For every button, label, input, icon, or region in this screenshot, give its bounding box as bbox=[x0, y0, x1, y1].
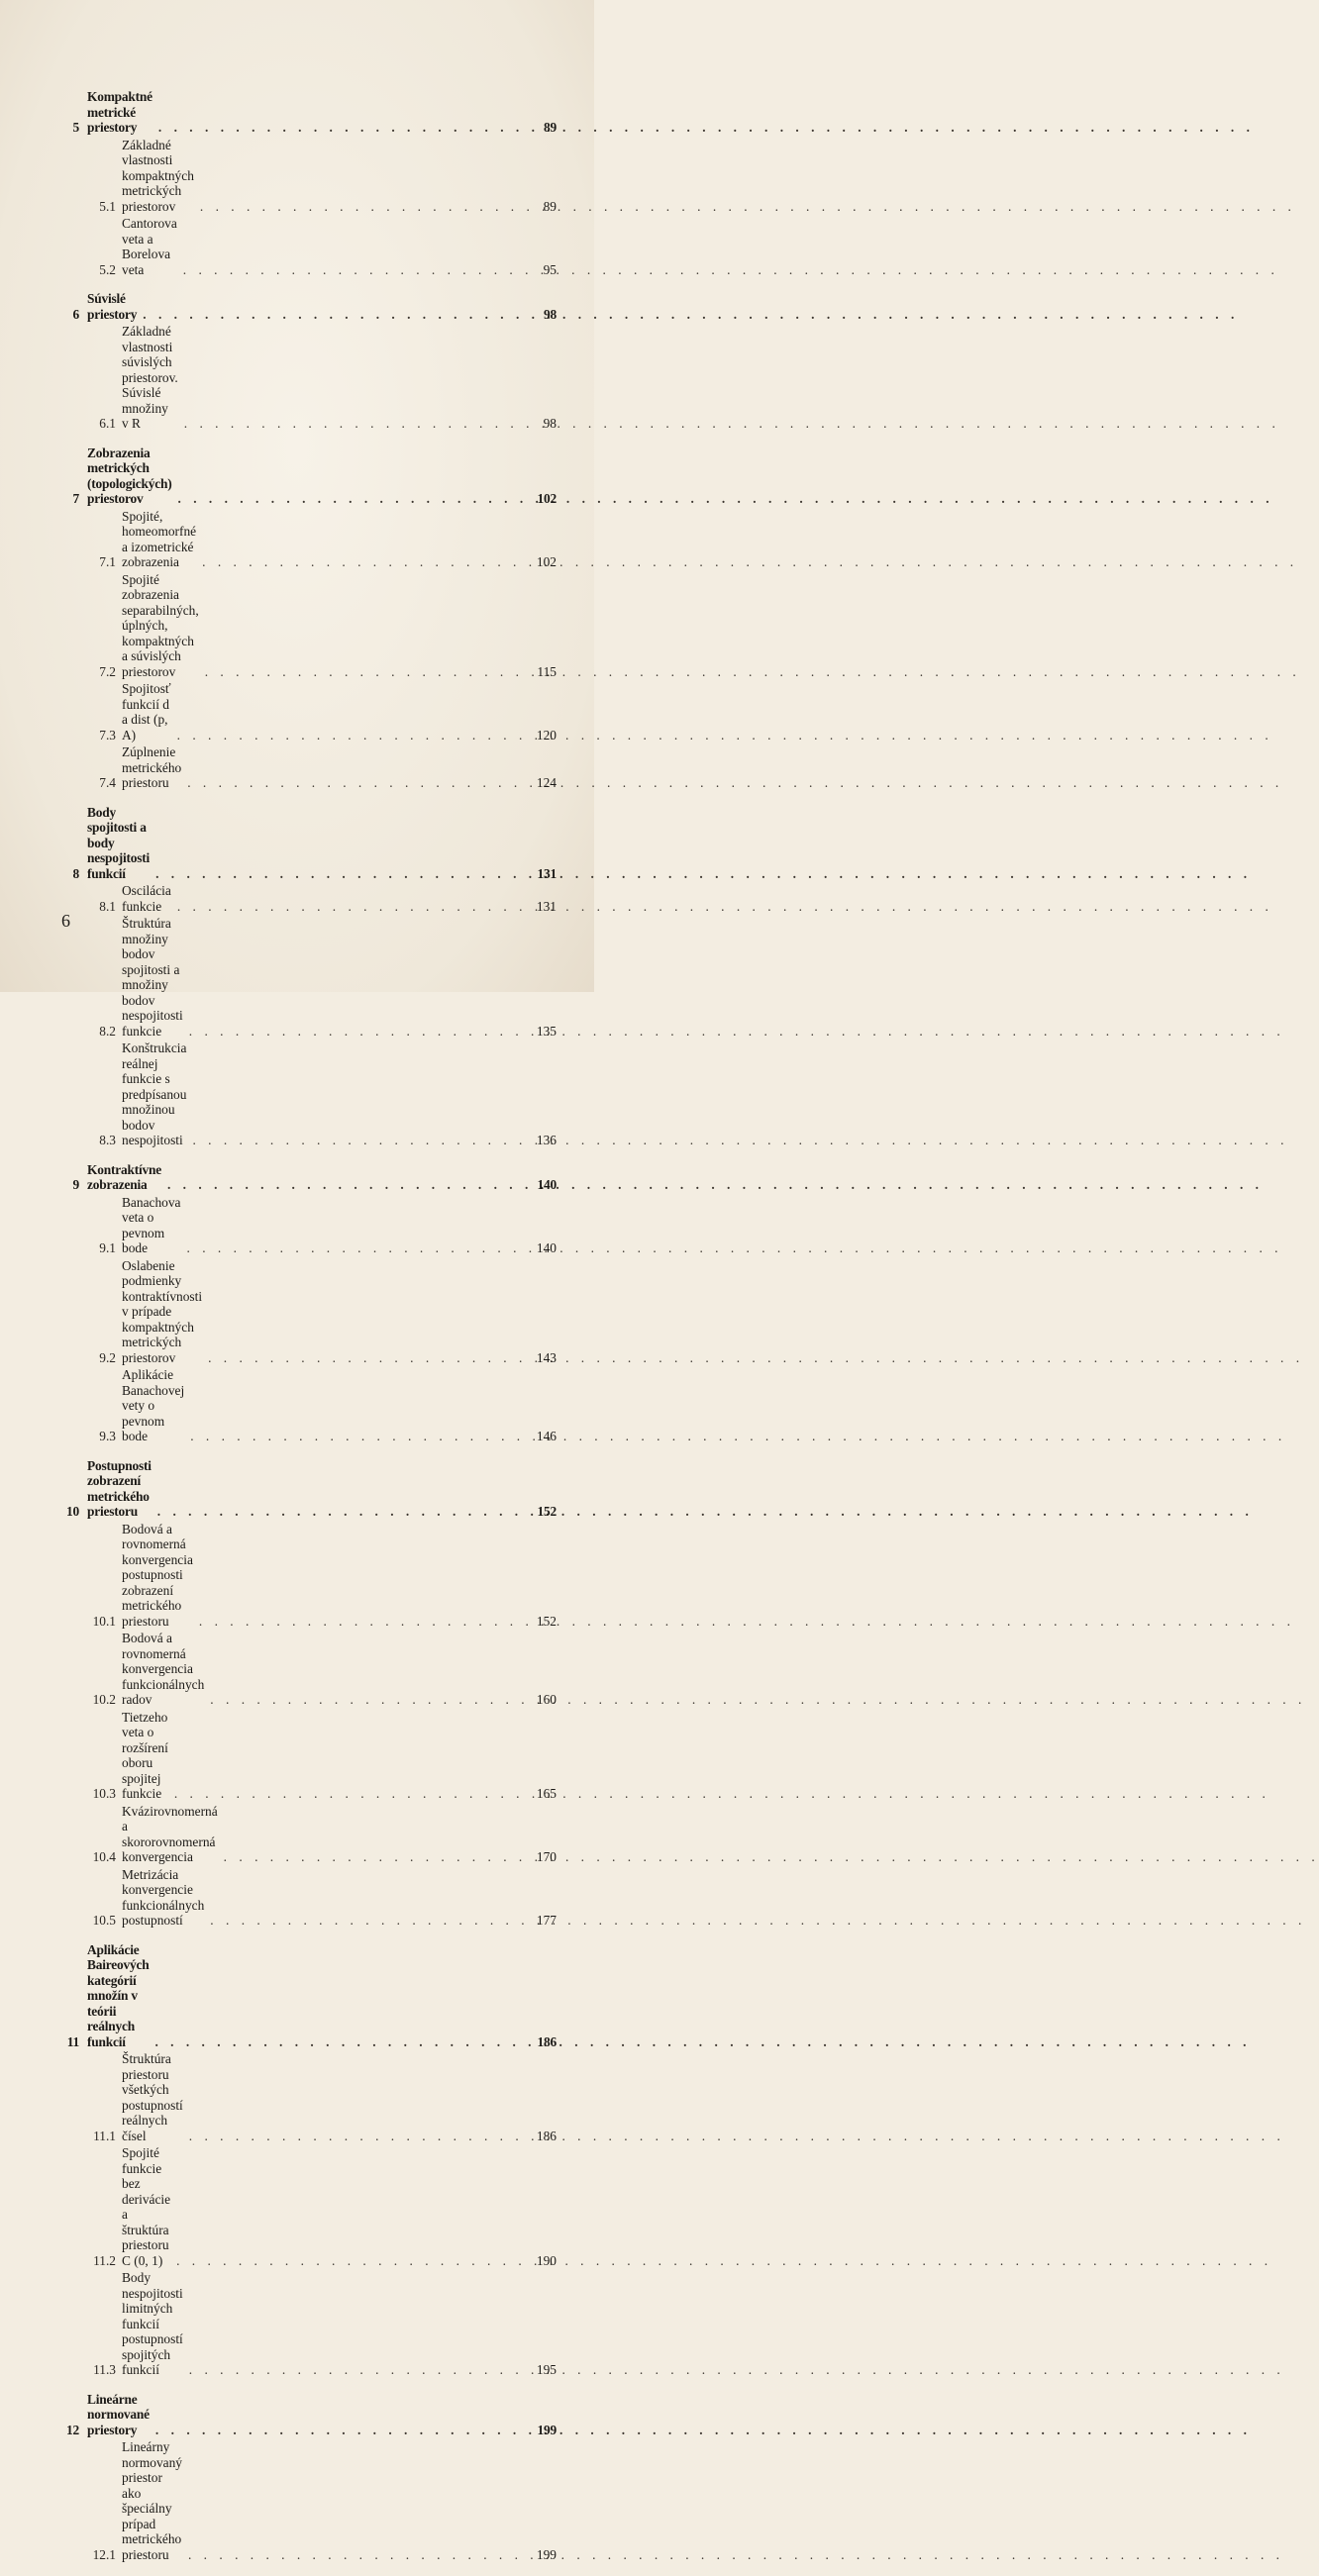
section-page: 102 bbox=[536, 554, 557, 569]
chapter-number: 7 bbox=[72, 491, 79, 506]
section-entry[interactable] bbox=[61, 2439, 557, 2562]
section-number: 7.3 bbox=[99, 727, 116, 743]
section-title: Banachova veta o pevnom bode bbox=[122, 1194, 181, 1255]
section-number: 9.1 bbox=[99, 1240, 116, 1255]
section-page: 131 bbox=[536, 898, 557, 914]
chapter-number: 8 bbox=[72, 865, 79, 881]
section-number: 12.1 bbox=[92, 2546, 116, 2562]
chapter-12 bbox=[61, 2392, 557, 2563]
section-entry[interactable] bbox=[61, 2051, 557, 2143]
section-entry[interactable] bbox=[61, 572, 557, 680]
chapter-10 bbox=[61, 1458, 557, 1929]
section-entry[interactable] bbox=[61, 681, 557, 743]
chapter-heading[interactable] bbox=[61, 89, 557, 136]
chapter-title: Súvislé priestory bbox=[87, 291, 138, 322]
chapter-page: 152 bbox=[537, 1504, 557, 1519]
chapter-heading[interactable] bbox=[61, 1458, 557, 1520]
section-number: 7.2 bbox=[99, 663, 116, 679]
section-entry[interactable] bbox=[61, 2145, 557, 2268]
chapter-number: 9 bbox=[72, 1177, 79, 1192]
section-title: Lineárny normovaný priestor ako špeciálny prípad metrického priestoru bbox=[122, 2439, 182, 2562]
section-entry[interactable] bbox=[61, 1631, 557, 1708]
chapter-heading[interactable] bbox=[61, 805, 557, 882]
section-number: 8.2 bbox=[99, 1023, 116, 1039]
section-page: 165 bbox=[536, 1786, 557, 1801]
chapter-heading[interactable] bbox=[61, 2392, 557, 2438]
chapter-page: 186 bbox=[537, 2033, 557, 2049]
section-page: 177 bbox=[536, 1913, 557, 1928]
section-number: 10.3 bbox=[92, 1786, 116, 1801]
section-entry[interactable] bbox=[61, 916, 557, 1039]
chapter-heading[interactable] bbox=[61, 291, 557, 322]
chapter-heading[interactable] bbox=[61, 446, 557, 507]
section-entry[interactable] bbox=[61, 138, 557, 215]
section-page: 140 bbox=[536, 1240, 557, 1255]
section-entry[interactable] bbox=[61, 883, 557, 914]
section-title: Spojité, homeomorfné a izometrické zobrazenia bbox=[122, 508, 197, 569]
section-page: 89 bbox=[543, 198, 557, 214]
chapter-page: 89 bbox=[544, 120, 557, 135]
section-entry[interactable] bbox=[61, 324, 557, 432]
section-entry[interactable] bbox=[61, 1258, 557, 1366]
section-page: 190 bbox=[536, 2252, 557, 2268]
section-number: 9.3 bbox=[99, 1429, 116, 1443]
section-page: 124 bbox=[536, 775, 557, 790]
section-title: Základné vlastnosti kompaktných metrických priestorov bbox=[122, 137, 194, 214]
section-page: 120 bbox=[536, 727, 557, 743]
section-number: 8.3 bbox=[99, 1133, 116, 1147]
section-number: 10.5 bbox=[92, 1913, 116, 1928]
chapter-title: Lineárne normované priestory bbox=[87, 2391, 150, 2437]
chapter-heading[interactable] bbox=[61, 1162, 557, 1193]
chapter-11 bbox=[61, 1942, 557, 2378]
section-number: 11.3 bbox=[93, 2362, 116, 2377]
section-title: Štruktúra priestoru všetkých postupností reálnych čísel bbox=[122, 2051, 183, 2143]
section-title: Cantorova veta a Borelova veta bbox=[122, 216, 177, 277]
section-title: Zúplnenie metrického priestoru bbox=[122, 744, 182, 790]
section-title: Oscilácia funkcie bbox=[122, 883, 171, 914]
chapter-title: Kompaktné metrické priestory bbox=[87, 89, 152, 135]
section-page: 186 bbox=[536, 2128, 557, 2143]
chapter-title: Kontraktívne zobrazenia bbox=[87, 1161, 161, 1192]
section-number: 11.2 bbox=[93, 2252, 116, 2268]
chapter-title: Body spojitosti a body nespojitosti funkcií bbox=[87, 804, 151, 881]
section-entry[interactable] bbox=[61, 1804, 557, 1865]
chapter-page: 98 bbox=[544, 306, 557, 322]
chapter-number: 11 bbox=[66, 2033, 79, 2049]
book-page bbox=[0, 0, 594, 2562]
table-of-contents bbox=[61, 89, 557, 2576]
section-number: 6.1 bbox=[99, 416, 116, 431]
section-number: 9.2 bbox=[99, 1349, 116, 1365]
chapter-number: 10 bbox=[66, 1504, 79, 1519]
section-title: Štruktúra množiny bodov spojitosti a množiny bodov nespojitosti funkcie bbox=[122, 916, 183, 1039]
section-page: 135 bbox=[536, 1023, 557, 1039]
section-entry[interactable] bbox=[61, 1710, 557, 1802]
section-title: Bodová a rovnomerná konvergencia funkcionálnych radov bbox=[122, 1631, 205, 1707]
section-page: 152 bbox=[536, 1613, 557, 1629]
section-number: 5.2 bbox=[99, 261, 116, 277]
section-page: 195 bbox=[536, 2362, 557, 2377]
section-title: Spojité zobrazenia separabilných, úplných, kompaktných a súvislých priestorov bbox=[122, 571, 199, 679]
chapter-page: 140 bbox=[537, 1177, 557, 1192]
section-entry[interactable] bbox=[61, 1040, 557, 1148]
section-entry[interactable] bbox=[61, 216, 557, 277]
section-entry[interactable] bbox=[61, 744, 557, 791]
section-title: Konštrukcia reálnej funkcie s predpísanou množinou bodov nespojitosti bbox=[122, 1040, 187, 1147]
page-number: 6 bbox=[61, 911, 70, 931]
section-title: Metrizácia konvergencie funkcionálnych postupností bbox=[122, 1866, 205, 1928]
section-title: Bodová a rovnomerná konvergencia postupnosti zobrazení metrického priestoru bbox=[122, 1521, 193, 1629]
chapter-page: 199 bbox=[537, 2422, 557, 2437]
section-title: Spojité funkcie bez derivácie a štruktúra priestoru C (0, 1) bbox=[122, 2145, 171, 2268]
section-title: Základné vlastnosti súvislých priestorov. Súvislé množiny v R bbox=[122, 324, 178, 431]
chapter-8 bbox=[61, 805, 557, 1148]
section-page: 160 bbox=[536, 1692, 557, 1707]
section-page: 199 bbox=[536, 2546, 557, 2562]
section-number: 8.1 bbox=[99, 898, 116, 914]
chapter-page: 102 bbox=[537, 491, 557, 506]
section-entry[interactable] bbox=[61, 2270, 557, 2378]
section-page: 146 bbox=[536, 1429, 557, 1443]
section-number: 10.1 bbox=[92, 1613, 116, 1629]
chapter-6 bbox=[61, 291, 557, 432]
section-page: 170 bbox=[536, 1849, 557, 1864]
chapter-title: Aplikácie Baireových kategórií množín v teórii reálnych funkcií bbox=[87, 1941, 150, 2049]
chapter-number: 12 bbox=[66, 2422, 79, 2437]
section-entry[interactable] bbox=[61, 1195, 557, 1256]
section-page: 115 bbox=[537, 663, 557, 679]
section-page: 95 bbox=[543, 261, 557, 277]
section-title: Tietzeho veta o rozšírení oboru spojitej funkcie bbox=[122, 1709, 168, 1801]
section-title: Oslabenie podmienky kontraktívnosti v prípade kompaktných metrických priestorov bbox=[122, 1257, 203, 1365]
chapter-heading[interactable] bbox=[61, 1942, 557, 2050]
section-number: 5.1 bbox=[99, 198, 116, 214]
chapter-page: 131 bbox=[537, 865, 557, 881]
chapter-number: 5 bbox=[72, 120, 79, 135]
section-page: 143 bbox=[536, 1349, 557, 1365]
section-title: Aplikácie Banachovej vety o pevnom bode bbox=[122, 1367, 185, 1443]
section-entry[interactable] bbox=[61, 1867, 557, 1929]
section-number: 11.1 bbox=[93, 2128, 116, 2143]
section-number: 7.1 bbox=[99, 554, 116, 569]
chapter-title: Postupnosti zobrazení metrického priestoru bbox=[87, 1457, 152, 1519]
section-entry[interactable] bbox=[61, 509, 557, 570]
section-page: 136 bbox=[536, 1133, 557, 1147]
chapter-title: Zobrazenia metrických (topologických) priestorov bbox=[87, 445, 172, 506]
chapter-number: 6 bbox=[72, 306, 79, 322]
section-number: 10.4 bbox=[92, 1849, 116, 1864]
section-entry[interactable] bbox=[61, 1522, 557, 1630]
section-title: Spojitosť funkcií d a dist (p, A) bbox=[122, 681, 171, 743]
section-number: 10.2 bbox=[92, 1692, 116, 1707]
chapter-5 bbox=[61, 89, 557, 277]
section-page: 98 bbox=[543, 416, 557, 431]
chapter-9 bbox=[61, 1162, 557, 1444]
section-entry[interactable] bbox=[61, 1367, 557, 1444]
section-title: Body nespojitosti limitných funkcií postupností spojitých funkcií bbox=[122, 2270, 183, 2377]
section-title: Kvázirovnomerná a skororovnomerná konvergencia bbox=[122, 1803, 218, 1864]
section-number: 7.4 bbox=[99, 775, 116, 790]
chapter-7 bbox=[61, 446, 557, 791]
